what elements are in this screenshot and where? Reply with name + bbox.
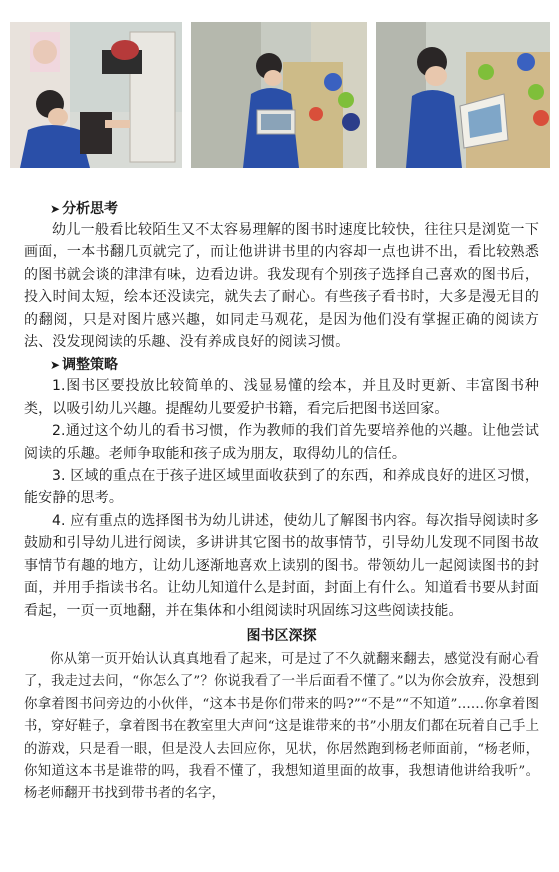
section-paragraph: 你从第一页开始认认真真地看了起来，可是过了不久就翻来翻去，感觉没有耐心看了，我走过去问，“你怎么了”？你说我看了一半后面看不懂了。”以为你会放弃，没想到你拿着图书问旁边的小伙伴，“这本书是你们带来的吗?”“不是”“不知道”……你拿着图书，穿好鞋子，拿着图书在教室里大声问“这是谁带来的书”小朋友们都在玩着自己手上的游戏，只是看一眼，但是没人去回应你，见状，你居然跑到杨老师面前，“杨老师，你知道这本书是谁带的吗，我看不懂了，我想知道里面的故事，我想请他讲给我听”。杨老师翻开书找到带书者的名字，	[24, 651, 539, 802]
child-painting-photo	[10, 22, 182, 168]
strategy-item: 1.图书区要投放比较简单的、浅显易懂的绘本，并且及时更新、丰富图书种类，以吸引幼儿兴趣。提醒幼儿要爱护书籍，看完后把图书送回家。	[24, 378, 539, 417]
strategy-item: 4. 应有重点的选择图书为幼儿讲述，使幼儿了解图书内容。每次指导阅读时多鼓励和引导幼儿进行阅读，多讲讲其它图书的故事情节，引导幼儿发现不同图书故事情节有趣的地方，让幼儿逐渐地喜欢上读别的图书。带领幼儿一起阅读图书的封面，并用手指读书名。让幼儿知道什么是封面，封面上有什么。知道看书要从封面看起，一页一页地翻，并在集体和小组阅读时巩固练习这些阅读技能。	[24, 512, 539, 619]
strategy-item: 3. 区域的重点在于孩子进区域里面收获到了的东西，和养成良好的进区习惯，能安静的思考。	[24, 468, 539, 507]
analysis-heading-text: 分析思考	[62, 201, 119, 217]
strategy-heading	[50, 355, 539, 375]
arrow-icon: ➤	[50, 202, 61, 216]
photo-image	[376, 22, 550, 168]
strategy-heading-text: 调整策略	[62, 357, 119, 374]
photo-strip	[10, 22, 550, 172]
document-body	[24, 197, 539, 806]
arrow-icon: ➤	[50, 358, 61, 373]
section-title: 图书区深探	[246, 627, 317, 644]
child-book-shelf-photo	[376, 22, 550, 168]
strategy-item: 2.通过这个幼儿的看书习惯，作为教师的我们首先要培养他的兴趣。让他尝试阅读的乐趣。老师争取能和孩子成为朋友，取得幼儿的信任。	[24, 423, 539, 462]
analysis-heading	[50, 199, 539, 219]
child-reading-corner-photo	[191, 22, 367, 168]
analysis-paragraph: 幼儿一般看比较陌生又不太容易理解的图书时速度比较快，往往只是浏览一下画面，一本书翻几页就完了，而让他讲讲书里的内容却一点也讲不出，看比较熟悉的图书就会谈的津津有味，边看边讲。我发现有个别孩子选择自己喜欢的图书后，投入时间太短，绘本还没读完，就失去了耐心。有些孩子看书时，大多是漫无目的的翻阅，只是对图片感兴趣，如同走马观花，是因为他们没有掌握正确的阅读方法、没发现阅读的乐趣、没有养成良好的阅读习惯。	[24, 222, 539, 351]
photo-image	[10, 22, 182, 168]
photo-image	[191, 22, 367, 168]
